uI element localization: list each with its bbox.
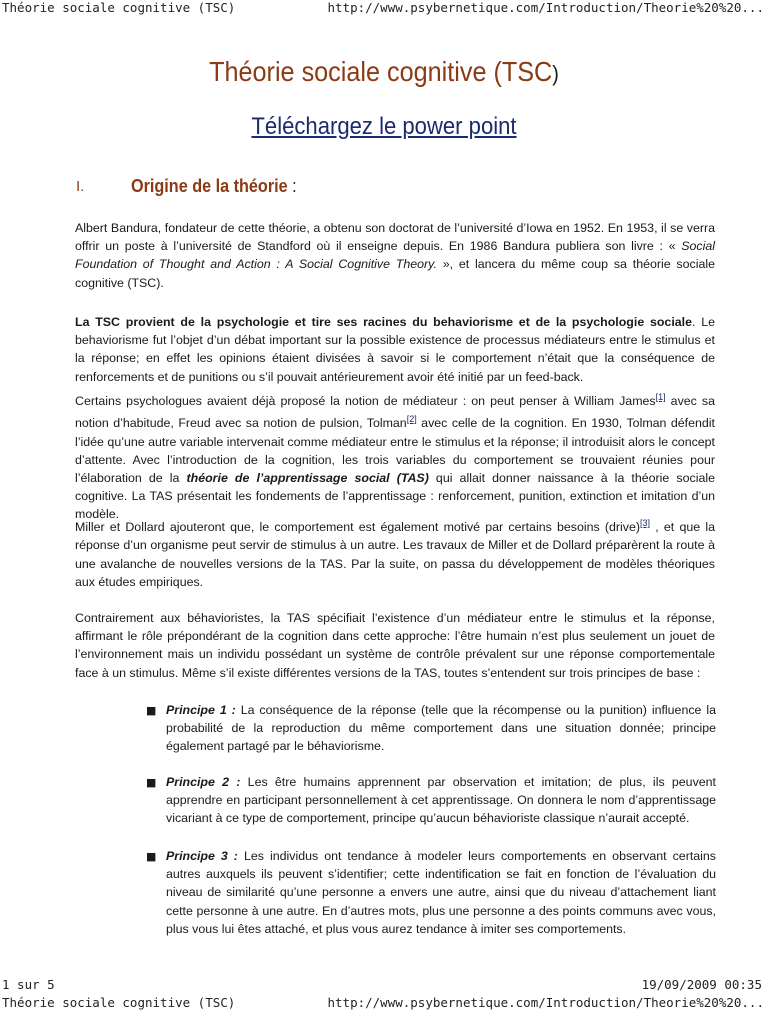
print-header-url: http://www.psybernetique.com/Introduction/Theorie%20%20... — [327, 0, 764, 15]
book-title: Social Foundation of Thought and Action : A Social Cognitive Theory. — [75, 239, 715, 272]
section-heading-text: Origine de la théorie — [131, 176, 288, 196]
bullet-square-icon: ■ — [146, 850, 157, 863]
principle-item — [166, 701, 716, 756]
p4-text-b: , et que la réponse d’un organisme peut servir de stimulus à un autre. Les travaux de Miller et de Dollard préparèrent la route à une avalanche de nouvelles versions de la TAS. Par la suite, on passa du développement de modèles théoriques aux études empiriques. — [75, 520, 715, 589]
page-title — [38, 56, 729, 88]
footnote-link-2[interactable]: [2] — [406, 414, 417, 425]
p4-text-a: Miller et Dollard ajouteront que, le comportement est également motivé par certains besoins (drive) — [75, 520, 641, 535]
principle-text: La conséquence de la réponse (telle que la récompense ou la punition) influence la probabilité de la reproduction du même comportement dans une situation donnée; principe également partagé par le béhaviorisme. — [166, 703, 716, 754]
print-footer-page: 1 sur 5 — [2, 977, 55, 992]
footnote-link-3[interactable]: [3] — [640, 518, 651, 528]
principle-text: Les individus ont tendance à modeler leurs comportements en observant certains autres auxquels ils peuvent s’identifier; cette indentification se fait en fonction de l’évaluation du niveau de similarité qu’une personne a envers une autre, ainsi que du niveau d’attachement liant cette personne à une autre. En d’autres mots, plus une personne a des points communs avec vous, plus vous lui êtes attaché, et plus vous aurez tendance à imiter ses comportements. — [166, 849, 716, 936]
p3-text-c: avec celle de la cognition. En 1930, Tolman défendit l’idée qu’une autre variable intervenait comme médiateur entre le stimulus et la réponse; il introduisit alors le concept d’attente. Avec l’introduction de la cognition, les trois variables du comportement se trouvaient réunies pour l’élaboration de la — [75, 416, 715, 486]
section-number: I. — [76, 178, 85, 195]
p3-text-d: qui allait donner naissance à la théorie sociale cognitive. La TAS présentait les fondements de l’apprentissage : renforcement, punition, extinction et imitation d’un modèle. — [75, 471, 715, 522]
bullet-square-icon: ■ — [146, 776, 157, 789]
print-footer-date: 19/09/2009 00:35 — [641, 977, 762, 992]
p2-text: . Le behaviorisme fut l’objet d’un débat important sur la possible existence de processus médiateurs entre le stimulus et la réponse; en effet les opinions étaient divisées à savoir si le comportement n’était que la conséquence de renforcements et de punitions ou s’il pouvait antérieurement avoir été initié par un feed-back. — [75, 315, 715, 384]
p2-bold: La TSC provient de la psychologie et tire ses racines du behaviorisme et de la psychologie sociale — [75, 315, 692, 329]
principle-label: Principe 1 : — [166, 703, 236, 717]
p3-text-a: Certains psychologues avaient déjà proposé la notion de médiateur : on peut penser à William James — [75, 394, 656, 409]
principle-label: Principe 2 : — [166, 775, 241, 789]
footnote-link-1[interactable]: [1] — [655, 392, 666, 402]
p1-text-a: Albert Bandura, fondateur de cette théorie, a obtenu son doctorat de l’université d’Iowa en 1952. En 1953, il se verra offrir un poste à l’université de Standford où il enseigne depuis. En 1986 Bandura publiera son livre : « — [75, 221, 715, 254]
print-footer-title: Théorie sociale cognitive (TSC) — [2, 995, 236, 1010]
paragraph-bandura — [75, 219, 715, 292]
download-powerpoint-link[interactable]: Téléchargez le power point — [251, 113, 517, 140]
page-title-paren: ) — [552, 61, 559, 86]
bullet-square-icon: ■ — [146, 704, 157, 717]
print-footer-url: http://www.psybernetique.com/Introduction/Theorie%20%20... — [327, 995, 764, 1010]
paragraph-miller-dollard — [75, 514, 715, 591]
print-header-title: Théorie sociale cognitive (TSC) — [2, 0, 236, 15]
paragraph-mediator — [75, 388, 715, 524]
section-heading — [131, 176, 297, 197]
principle-item — [166, 773, 716, 828]
principle-item — [166, 847, 716, 938]
principle-text: Les être humains apprennent par observation et imitation; de plus, ils peuvent apprendre en participant personnellement à cet apprentissage. On donnera le nom d’apprentissage vicariant à ce type de comportement, principe qu’aucun béhavioriste classique n’aurait accepté. — [166, 775, 716, 826]
p1-text-b: », et lancera du même coup sa théorie sociale cognitive (TSC). — [75, 257, 715, 290]
paragraph-tsc-origins — [75, 313, 715, 386]
paragraph-tas-principles-intro: Contrairement aux béhavioristes, la TAS spécifiait l’existence d’un médiateur entre le stimulus et la réponse, affirmant le rôle prépondérant de la cognition dans cette approche: l’être humain n’est plus seulement un jouet de l’environnement mais un individu possédant un système de contrôle prévalent sur une réponse comportementale face à un stimulus. Même s’il existe différentes versions de la TAS, toutes s’entendent sur trois principes de base : — [75, 611, 715, 680]
page-title-text: Théorie sociale cognitive (TSC — [209, 56, 553, 87]
p3-bold-italic: théorie de l’apprentissage social (TAS) — [186, 471, 429, 486]
p3-text-b: avec sa notion d’habitude, Freud avec sa notion de pulsion, Tolman — [75, 394, 715, 431]
section-heading-colon: : — [292, 176, 297, 196]
principle-label: Principe 3 : — [166, 849, 238, 863]
